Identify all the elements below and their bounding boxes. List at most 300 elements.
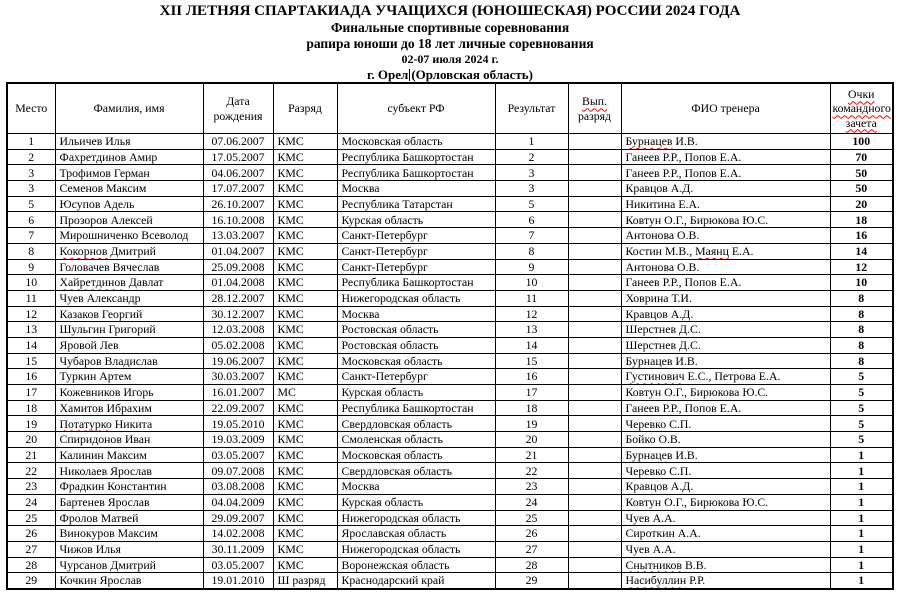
cell-points: 14: [830, 243, 893, 259]
cell-vyp_grade: [568, 275, 621, 291]
column-header-vyp_grade: Вып. разряд: [568, 83, 621, 134]
cell-result: 11: [495, 290, 568, 306]
misspelled-word: Снытников: [625, 557, 682, 572]
cell-grade: КМС: [273, 479, 337, 495]
table-row: [7, 479, 893, 495]
cell-result: 8: [495, 243, 568, 259]
cell-place: 1: [7, 134, 55, 150]
cell-place: 20: [7, 432, 55, 448]
cell-name: Прозоров Алексей: [55, 212, 203, 228]
cell-dob: 01.04.2007: [203, 243, 273, 259]
misspelled-word: зачета: [845, 115, 877, 130]
document-header: [0, 0, 900, 82]
table-row: [7, 337, 893, 353]
column-header-region: субъект РФ: [337, 83, 495, 134]
misspelled-word: Густинович: [625, 369, 685, 384]
cell-dob: 05.02.2008: [203, 337, 273, 353]
cell-vyp_grade: [568, 259, 621, 275]
cell-points: 8: [830, 353, 893, 369]
cell-region: Нижегородская область: [337, 510, 495, 526]
cell-trainer: Бурнацев И.В.: [621, 447, 830, 463]
cell-result: 5: [495, 196, 568, 212]
misspelled-word: командного: [832, 101, 891, 116]
misspelled-word: Бурнацев: [625, 134, 673, 149]
cell-result: 1: [495, 134, 568, 150]
cell-name: Хамитов Ибрахим: [55, 400, 203, 416]
cell-trainer: Снытников В.В.: [621, 557, 830, 573]
cell-grade: КМС: [273, 228, 337, 244]
cell-region: Свердловская область: [337, 416, 495, 432]
cell-result: 29: [495, 573, 568, 589]
cell-region: Москва: [337, 181, 495, 197]
cell-points: 18: [830, 212, 893, 228]
column-header-trainer: ФИО тренера: [621, 83, 830, 134]
cell-dob: 28.12.2007: [203, 290, 273, 306]
cell-name: Семенов Максим: [55, 181, 203, 197]
cell-trainer: Шерстнев Д.С.: [621, 322, 830, 338]
cell-name: Николаев Ярослав: [55, 463, 203, 479]
cell-dob: 22.09.2007: [203, 400, 273, 416]
table-row: [7, 557, 893, 573]
cell-dob: 04.04.2009: [203, 494, 273, 510]
cell-name: Винокуров Максим: [55, 526, 203, 542]
table-row: [7, 322, 893, 338]
cell-result: 16: [495, 369, 568, 385]
cell-region: Свердловская область: [337, 463, 495, 479]
cell-points: 1: [830, 573, 893, 589]
cell-dob: 13.03.2007: [203, 228, 273, 244]
cell-name: Чуев Александр: [55, 290, 203, 306]
cell-trainer: Сироткин А.А.: [621, 526, 830, 542]
column-header-dob: Дата рождения: [203, 83, 273, 134]
cell-dob: 25.09.2008: [203, 259, 273, 275]
cell-dob: 04.06.2007: [203, 165, 273, 181]
cell-result: 14: [495, 337, 568, 353]
cell-region: Республика Башкортостан: [337, 165, 495, 181]
cell-points: 1: [830, 494, 893, 510]
cell-trainer: Ковтун О.Г., Бирюкова Ю.С.: [621, 385, 830, 401]
cell-dob: 29.09.2007: [203, 510, 273, 526]
cell-vyp_grade: [568, 541, 621, 557]
table-row: [7, 416, 893, 432]
cell-region: Москва: [337, 306, 495, 322]
cell-name: Спиридонов Иван: [55, 432, 203, 448]
table-row: [7, 494, 893, 510]
header-row: [7, 83, 893, 134]
cell-place: 25: [7, 510, 55, 526]
misspelled-word: Насибуллин: [625, 573, 687, 588]
cell-trainer: Ковтун О.Г., Бирюкова Ю.С.: [621, 212, 830, 228]
cell-region: Ростовская область: [337, 322, 495, 338]
table-row: [7, 447, 893, 463]
cell-dob: 19.03.2009: [203, 432, 273, 448]
cell-result: 22: [495, 463, 568, 479]
cell-dob: 30.12.2007: [203, 306, 273, 322]
cell-vyp_grade: [568, 494, 621, 510]
title-line-dates: 02-07 июля 2024 г.: [401, 52, 499, 66]
cell-region: Санкт-Петербург: [337, 259, 495, 275]
cell-place: 18: [7, 400, 55, 416]
cell-points: 8: [830, 290, 893, 306]
cell-trainer: Антонова О.В.: [621, 259, 830, 275]
cell-vyp_grade: [568, 243, 621, 259]
cell-vyp_grade: [568, 510, 621, 526]
cell-result: 13: [495, 322, 568, 338]
cell-region: Санкт-Петербург: [337, 228, 495, 244]
table-row: [7, 165, 893, 181]
cell-result: 17: [495, 385, 568, 401]
cell-vyp_grade: [568, 165, 621, 181]
cell-vyp_grade: [568, 322, 621, 338]
cell-dob: 14.02.2008: [203, 526, 273, 542]
cell-name: Шульгин Григорий: [55, 322, 203, 338]
misspelled-word: Очки: [848, 87, 875, 102]
cell-region: Московская область: [337, 447, 495, 463]
cell-grade: КМС: [273, 290, 337, 306]
cell-vyp_grade: [568, 447, 621, 463]
cell-region: Курская область: [337, 385, 495, 401]
cell-name: Головачев Вячеслав: [55, 259, 203, 275]
cell-result: 3: [495, 165, 568, 181]
cell-place: 10: [7, 275, 55, 291]
cell-vyp_grade: [568, 212, 621, 228]
cell-points: 100: [830, 134, 893, 150]
cell-grade: КМС: [273, 447, 337, 463]
cell-place: 29: [7, 573, 55, 589]
cell-place: 14: [7, 337, 55, 353]
cell-points: 10: [830, 275, 893, 291]
cell-region: Республика Башкортостан: [337, 149, 495, 165]
cell-vyp_grade: [568, 369, 621, 385]
cell-points: 8: [830, 306, 893, 322]
cell-place: 13: [7, 322, 55, 338]
cell-grade: КМС: [273, 149, 337, 165]
cell-place: 21: [7, 447, 55, 463]
cell-place: 15: [7, 353, 55, 369]
cell-vyp_grade: [568, 463, 621, 479]
table-row: [7, 290, 893, 306]
cell-vyp_grade: [568, 557, 621, 573]
cell-vyp_grade: [568, 337, 621, 353]
cell-name: Фахретдинов Амир: [55, 149, 203, 165]
cell-result: 7: [495, 228, 568, 244]
cell-vyp_grade: [568, 181, 621, 197]
cell-place: 12: [7, 306, 55, 322]
cell-points: 1: [830, 541, 893, 557]
cell-result: 20: [495, 432, 568, 448]
cell-trainer: Ганеев Р.Р., Попов Е.А.: [621, 149, 830, 165]
cell-vyp_grade: [568, 353, 621, 369]
cell-grade: КМС: [273, 526, 337, 542]
cell-vyp_grade: [568, 196, 621, 212]
cell-place: 22: [7, 463, 55, 479]
cell-trainer: Густинович Е.С., Петрова Е.А.: [621, 369, 830, 385]
cell-grade: КМС: [273, 322, 337, 338]
cell-region: Нижегородская область: [337, 290, 495, 306]
cell-points: 1: [830, 526, 893, 542]
cell-result: 19: [495, 416, 568, 432]
cell-dob: 16.10.2008: [203, 212, 273, 228]
table-row: [7, 212, 893, 228]
cell-grade: КМС: [273, 557, 337, 573]
cell-dob: 03.08.2008: [203, 479, 273, 495]
cell-dob: 17.07.2007: [203, 181, 273, 197]
table-row: [7, 228, 893, 244]
cell-grade: КМС: [273, 181, 337, 197]
cell-name: Яровой Лев: [55, 337, 203, 353]
cell-place: 19: [7, 416, 55, 432]
cell-region: Курская область: [337, 212, 495, 228]
cell-grade: КМС: [273, 494, 337, 510]
cell-name: Фрадкин Константин: [55, 479, 203, 495]
cell-result: 9: [495, 259, 568, 275]
cell-result: 26: [495, 526, 568, 542]
cell-grade: КМС: [273, 541, 337, 557]
cell-name: Бартенев Ярослав: [55, 494, 203, 510]
cell-trainer: Бурнацев И.В.: [621, 353, 830, 369]
table-row: [7, 463, 893, 479]
cell-place: 7: [7, 228, 55, 244]
cell-name: Хайретдинов Давлат: [55, 275, 203, 291]
cell-name: Мирошниченко Всеволод: [55, 228, 203, 244]
cell-region: Московская область: [337, 353, 495, 369]
cell-dob: 07.06.2007: [203, 134, 273, 150]
cell-grade: КМС: [273, 165, 337, 181]
cell-trainer: Ганеев Р.Р., Попов Е.А.: [621, 165, 830, 181]
cell-place: 2: [7, 149, 55, 165]
title-line-2: Финальные спортивные соревнования: [330, 20, 570, 35]
cell-trainer: Черевко С.П.: [621, 463, 830, 479]
cell-region: Санкт-Петербург: [337, 369, 495, 385]
table-row: [7, 510, 893, 526]
cell-points: 5: [830, 369, 893, 385]
cell-name: Фролов Матвей: [55, 510, 203, 526]
cell-points: 70: [830, 149, 893, 165]
cell-region: Республика Башкортостан: [337, 275, 495, 291]
cell-trainer: Бурнацев И.В.: [621, 134, 830, 150]
cell-result: 6: [495, 212, 568, 228]
cell-name: Кожевников Игорь: [55, 385, 203, 401]
misspelled-word: Бурнацев: [625, 353, 673, 368]
misspelled-word: Маянц: [695, 243, 729, 258]
cell-dob: 03.05.2007: [203, 557, 273, 573]
cell-region: Республика Татарстан: [337, 196, 495, 212]
table-row: [7, 306, 893, 322]
cell-result: 18: [495, 400, 568, 416]
cell-result: 15: [495, 353, 568, 369]
cell-points: 5: [830, 400, 893, 416]
cell-name: Калинин Максим: [55, 447, 203, 463]
table-row: [7, 353, 893, 369]
cell-place: 17: [7, 385, 55, 401]
cell-points: 8: [830, 322, 893, 338]
cell-place: 28: [7, 557, 55, 573]
cell-name: Потатурко Никита: [55, 416, 203, 432]
cell-trainer: Кравцов А.Д.: [621, 479, 830, 495]
location-prefix: г. Орел: [366, 67, 409, 82]
cell-points: 1: [830, 510, 893, 526]
cell-region: Республика Башкортостан: [337, 400, 495, 416]
cell-region: Краснодарский край: [337, 573, 495, 589]
table-row: [7, 196, 893, 212]
table-row: [7, 526, 893, 542]
cell-trainer: Чуев А.А.: [621, 541, 830, 557]
cell-dob: 12.03.2008: [203, 322, 273, 338]
cell-grade: КМС: [273, 400, 337, 416]
cell-name: Казаков Георгий: [55, 306, 203, 322]
cell-points: 1: [830, 557, 893, 573]
cell-result: 25: [495, 510, 568, 526]
cell-dob: 30.11.2009: [203, 541, 273, 557]
cell-name: Трофимов Герман: [55, 165, 203, 181]
cell-name: Чурсанов Дмитрий: [55, 557, 203, 573]
cell-grade: КМС: [273, 416, 337, 432]
cell-vyp_grade: [568, 134, 621, 150]
table-row: [7, 573, 893, 589]
cell-place: 3: [7, 165, 55, 181]
cell-place: 8: [7, 243, 55, 259]
cell-points: 5: [830, 432, 893, 448]
cell-dob: 16.01.2007: [203, 385, 273, 401]
cell-trainer: Бойко О.В.: [621, 432, 830, 448]
cell-region: Московская область: [337, 134, 495, 150]
cell-grade: КМС: [273, 212, 337, 228]
cell-points: 50: [830, 181, 893, 197]
cell-vyp_grade: [568, 432, 621, 448]
cell-trainer: Никитина Е.А.: [621, 196, 830, 212]
cell-result: 23: [495, 479, 568, 495]
cell-result: 28: [495, 557, 568, 573]
cell-name: Кочкин Ярослав: [55, 573, 203, 589]
cell-grade: КМС: [273, 353, 337, 369]
cell-region: Нижегородская область: [337, 541, 495, 557]
cell-vyp_grade: [568, 385, 621, 401]
cell-points: 1: [830, 447, 893, 463]
cell-grade: КМС: [273, 259, 337, 275]
cell-trainer: Ховрина Т.И.: [621, 290, 830, 306]
cell-region: Москва: [337, 479, 495, 495]
cell-name: Чубаров Владислав: [55, 353, 203, 369]
title-line-1: XII ЛЕТНЯЯ СПАРТАКИАДА УЧАЩИХСЯ (ЮНОШЕСКАЯ) РОССИИ 2024 ГОДА: [159, 3, 741, 19]
cell-points: 16: [830, 228, 893, 244]
table-row: [7, 243, 893, 259]
cell-place: 27: [7, 541, 55, 557]
table-row: [7, 432, 893, 448]
cell-grade: КМС: [273, 134, 337, 150]
cell-grade: КМС: [273, 306, 337, 322]
cell-trainer: Ковтун О.Г., Бирюкова Ю.С.: [621, 494, 830, 510]
column-header-grade: Разряд: [273, 83, 337, 134]
cell-place: 16: [7, 369, 55, 385]
cell-grade: КМС: [273, 275, 337, 291]
cell-points: 5: [830, 385, 893, 401]
cell-dob: 19.01.2010: [203, 573, 273, 589]
cell-trainer: Кравцов А.Д.: [621, 306, 830, 322]
misspelled-word: Бурнацев: [625, 447, 673, 462]
cell-trainer: Чуев А.А.: [621, 510, 830, 526]
misspelled-word: Хайретдинов: [59, 275, 126, 290]
cell-dob: 09.07.2008: [203, 463, 273, 479]
column-header-result: Результат: [495, 83, 568, 134]
cell-region: Ярославская область: [337, 526, 495, 542]
cell-place: 9: [7, 259, 55, 275]
cell-trainer: Насибуллин Р.Р.: [621, 573, 830, 589]
cell-vyp_grade: [568, 573, 621, 589]
cell-trainer: Антонова О.В.: [621, 228, 830, 244]
cell-points: 12: [830, 259, 893, 275]
cell-result: 12: [495, 306, 568, 322]
cell-name: Кокорнов Дмитрий: [55, 243, 203, 259]
cell-place: 23: [7, 479, 55, 495]
cell-points: 50: [830, 165, 893, 181]
table-row: [7, 149, 893, 165]
cell-trainer: Костин М.В., Маянц Е.А.: [621, 243, 830, 259]
cell-points: 20: [830, 196, 893, 212]
table-row: [7, 259, 893, 275]
table-row: [7, 134, 893, 150]
cell-grade: КМС: [273, 463, 337, 479]
cell-grade: КМС: [273, 369, 337, 385]
cell-points: 8: [830, 337, 893, 353]
cell-result: 2: [495, 149, 568, 165]
results-table: [6, 82, 894, 590]
cell-result: 3: [495, 181, 568, 197]
cell-dob: 26.10.2007: [203, 196, 273, 212]
cell-region: Смоленская область: [337, 432, 495, 448]
cell-dob: 17.05.2007: [203, 149, 273, 165]
cell-vyp_grade: [568, 149, 621, 165]
table-row: [7, 275, 893, 291]
cell-dob: 01.04.2008: [203, 275, 273, 291]
cell-name: Ильичев Илья: [55, 134, 203, 150]
cell-grade: Ш разряд: [273, 573, 337, 589]
title-line-location: [0, 67, 900, 82]
cell-vyp_grade: [568, 400, 621, 416]
cell-grade: КМС: [273, 432, 337, 448]
cell-trainer: Ганеев Р.Р., Попов Е.А.: [621, 275, 830, 291]
cell-grade: КМС: [273, 243, 337, 259]
cell-points: 1: [830, 479, 893, 495]
table-row: [7, 385, 893, 401]
cell-region: Воронежская область: [337, 557, 495, 573]
cell-grade: КМС: [273, 337, 337, 353]
cell-place: 6: [7, 212, 55, 228]
cell-vyp_grade: [568, 479, 621, 495]
cell-trainer: Кравцов А.Д.: [621, 181, 830, 197]
cell-dob: 19.05.2010: [203, 416, 273, 432]
cell-place: 11: [7, 290, 55, 306]
cell-points: 1: [830, 463, 893, 479]
location-suffix: (Орловская область): [411, 67, 533, 82]
cell-trainer: Шерстнев Д.С.: [621, 337, 830, 353]
misspelled-word: Потатурко: [59, 416, 112, 431]
cell-place: 24: [7, 494, 55, 510]
cell-grade: МС: [273, 385, 337, 401]
cell-name: Юсупов Адель: [55, 196, 203, 212]
cell-vyp_grade: [568, 290, 621, 306]
column-header-name: Фамилия, имя: [55, 83, 203, 134]
cell-name: Туркин Артем: [55, 369, 203, 385]
cell-trainer: Черевко С.П.: [621, 416, 830, 432]
cell-result: 10: [495, 275, 568, 291]
table-row: [7, 181, 893, 197]
column-header-points: [830, 83, 893, 134]
misspelled-word: Кокорнов: [59, 243, 108, 258]
cell-region: Ростовская область: [337, 337, 495, 353]
cell-grade: КМС: [273, 510, 337, 526]
cell-region: Курская область: [337, 494, 495, 510]
title-line-3: рапира юноши до 18 лет личные соревнования: [306, 36, 594, 51]
